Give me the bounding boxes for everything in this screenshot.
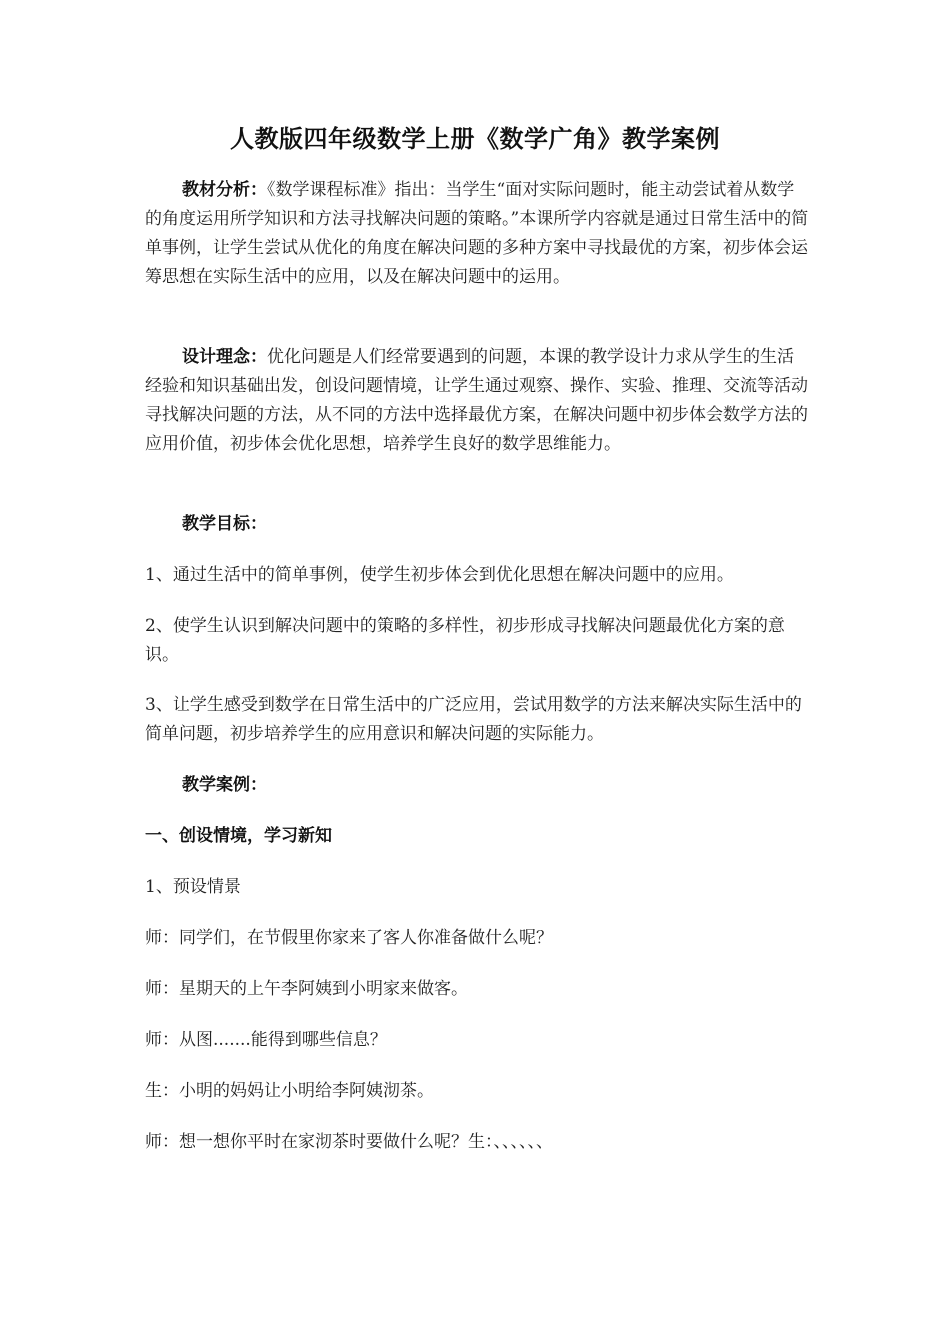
goal-item-3: 3、让学生感受到数学在日常生活中的广泛应用，尝试用数学的方法来解决实际生活中的简单问题，初步培养学生的应用意识和解决问题的实际能力。 (145, 695, 802, 744)
analysis-paragraph (145, 176, 810, 292)
document-title: 人教版四年级数学上册《数学广角》教学案例 (230, 124, 720, 153)
dialogue-line-2: 师：星期天的上午李阿姨到小明家来做客。 (145, 979, 468, 999)
analysis-text: 《数学课程标准》指出：当学生“面对实际问题时，能主动尝试着从数学的角度运用所学知识和方法寻找解决问题的策略。”本课所学内容就是通过日常生活中的简单事例，让学生尝试从优化的角度在解决问题的多种方案中寻找最优的方案，初步体会运筹思想在实际生活中的应用，以及在解决问题中的运用。 (145, 180, 809, 287)
design-paragraph (145, 343, 810, 459)
case-heading: 教学案例： (182, 775, 267, 795)
design-label: 设计理念： (182, 347, 267, 367)
design-text: 优化问题是人们经常要遇到的问题，本课的教学设计力求从学生的生活经验和知识基础出发，创设问题情境，让学生通过观察、操作、实验、推理、交流等活动寻找解决问题的方法，从不同的方法中选择最优方案，在解决问题中初步体会数学方法的应用价值，初步体会优化思想，培养学生良好的数学思维能力。 (145, 347, 808, 454)
analysis-label: 教材分析： (182, 180, 267, 200)
dialogue-line-1: 师：同学们，在节假里你家来了客人你准备做什么呢？ (145, 928, 553, 948)
section1-heading: 一、创设情境，学习新知 (145, 826, 332, 846)
goal-item-1: 1、通过生活中的简单事例，使学生初步体会到优化思想在解决问题中的应用。 (145, 565, 734, 585)
goals-heading: 教学目标： (182, 514, 267, 534)
goal-item-2: 2、使学生认识到解决问题中的策略的多样性，初步形成寻找解决问题最优化方案的意识。 (145, 616, 785, 665)
dialogue-line-5: 师：想一想你平时在家沏茶时要做什么呢？生：、、、、、、 (145, 1132, 553, 1152)
dialogue-line-3: 师：从图.......能得到哪些信息？ (145, 1030, 387, 1050)
sub-heading-preset-scene: 1、预设情景 (145, 877, 241, 897)
dialogue-line-4: 生：小明的妈妈让小明给李阿姨沏茶。 (145, 1081, 434, 1101)
